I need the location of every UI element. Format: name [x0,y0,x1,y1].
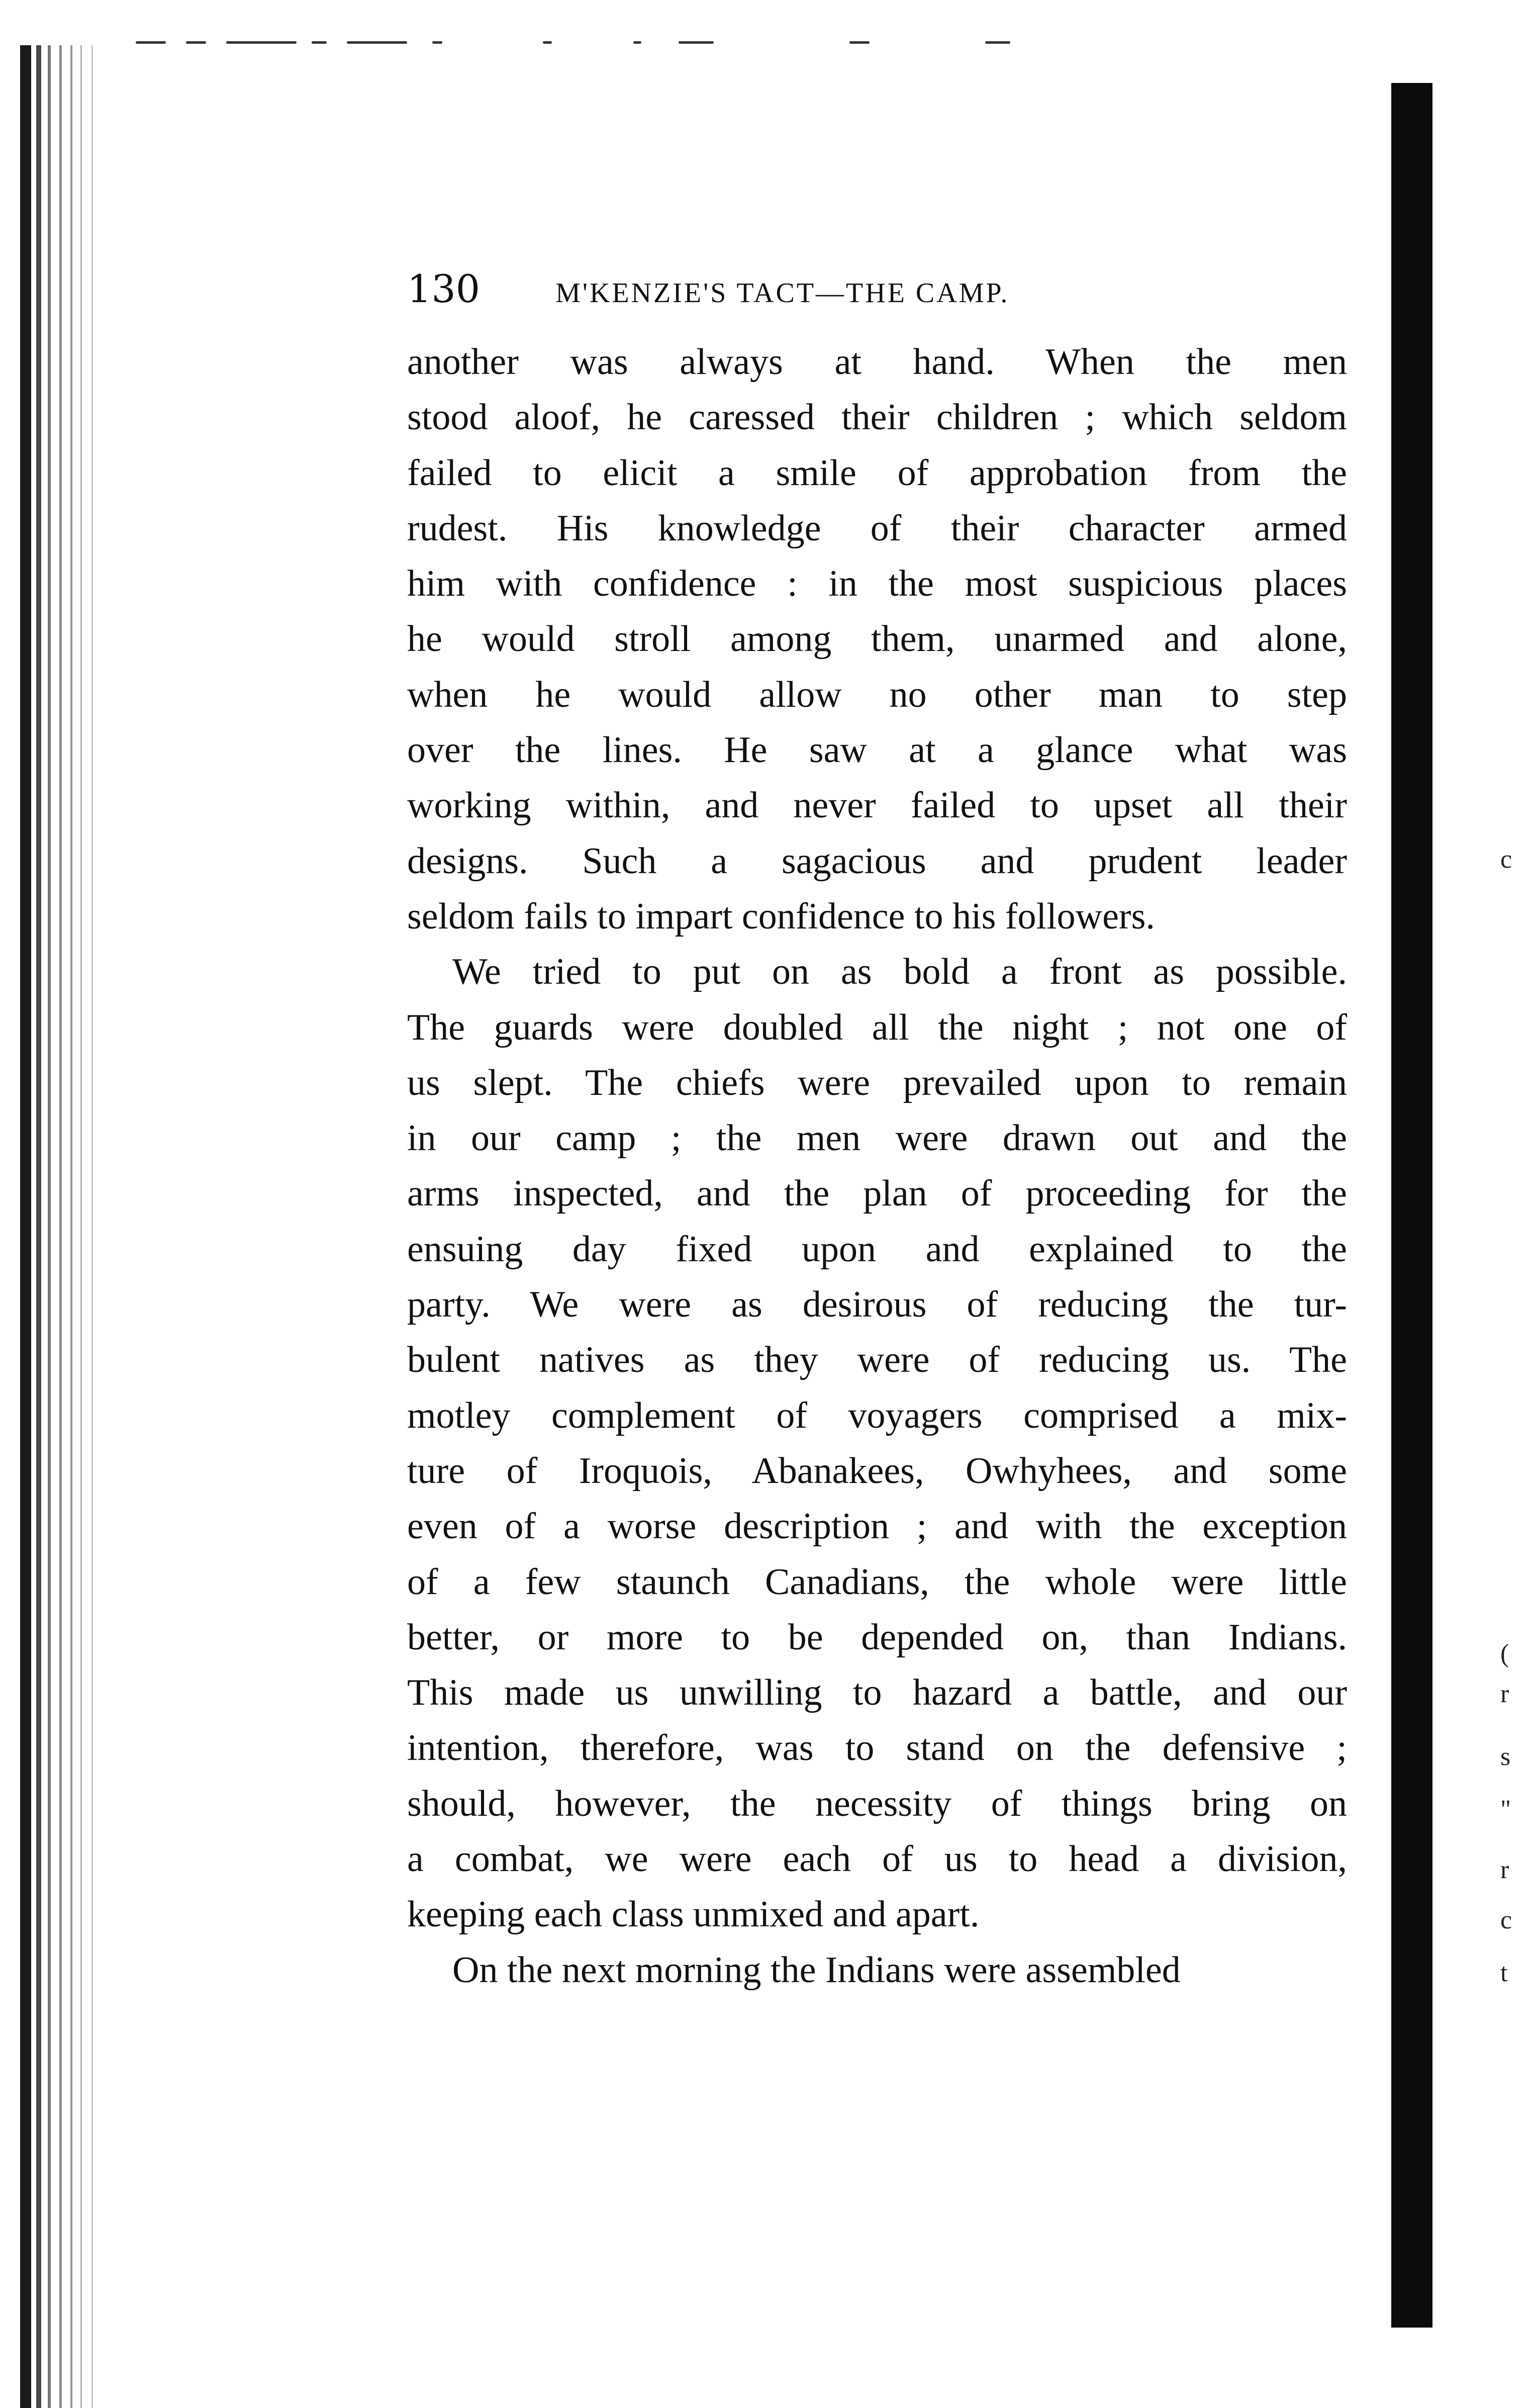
paragraph-1 [407,334,1347,944]
text-line: he would stroll among them, unarmed and alone, [407,618,1347,660]
text-line: arms inspected, and the plan of proceeding for the [407,1173,1347,1215]
margin-mark: s [1500,1742,1511,1771]
margin-mark: " [1500,1795,1511,1824]
text-line: us slept. The chiefs were prevailed upon to remain [407,1062,1347,1103]
text-line: stood aloof, he caressed their children ; which seldom [407,397,1347,438]
margin-mark: t [1500,1959,1508,1987]
text-line: The guards were doubled all the night ; not one of [407,1006,1347,1048]
running-head-title: M'KENZIE'S TACT—THE CAMP. [555,277,1010,309]
text-line: ensuing day fixed upon and explained to the [407,1228,1347,1270]
text-line: On the next morning the Indians were assembled [452,1949,1181,1991]
text-line: rudest. His knowledge of their character armed [407,507,1347,549]
page-number: 130 [407,266,481,311]
margin-mark: c [1500,845,1512,874]
margin-mark: ( [1500,1639,1509,1668]
text-line: seldom fails to impart confidence to his followers. [407,895,1155,937]
text-line: of a few staunch Canadians, the whole were little [407,1561,1347,1603]
text-line: in our camp ; the men were drawn out and the [407,1118,1347,1159]
text-line: better, or more to be depended on, than Indians. [407,1616,1347,1658]
running-header [407,266,1352,312]
margin-mark: c [1500,1906,1512,1934]
text-line: him with confidence : in the most suspicious places [407,563,1347,605]
text-line: We tried to put on as bold a front as possible. [452,951,1347,993]
text-line: working within, and never failed to upset all their [407,785,1347,826]
text-line: when he would allow no other man to step [407,674,1347,715]
text-line: bulent natives as they were of reducing us. The [407,1339,1347,1381]
adjacent-page-margin [1500,0,1530,2408]
binding-gutter [0,45,106,2408]
text-line: over the lines. He saw at a glance what was [407,729,1347,771]
text-line: should, however, the necessity of things bring on [407,1783,1347,1824]
text-line: another was always at hand. When the men [407,341,1347,383]
text-line: even of a worse description ; and with the exception [407,1506,1347,1547]
text-line: motley complement of voyagers comprised a mix- [407,1395,1347,1436]
text-line: keeping each class unmixed and apart. [407,1894,980,1935]
page-edge-shadow [1391,83,1432,2328]
paragraph-2 [407,944,1347,1942]
scan-noise-top [131,41,1010,48]
text-line: party. We were as desirous of reducing the tur- [407,1284,1347,1326]
text-line: This made us unwilling to hazard a battle, and our [407,1672,1347,1714]
margin-mark: r [1500,1856,1509,1884]
text-line: intention, therefore, was to stand on the defensive ; [407,1727,1347,1769]
text-line: designs. Such a sagacious and prudent leader [407,840,1347,882]
body-text [407,334,1347,1998]
margin-mark: r [1500,1680,1509,1708]
text-line: a combat, we were each of us to head a division, [407,1838,1347,1880]
paragraph-3 [407,1942,1347,1998]
text-line: ture of Iroquois, Abanakees, Owhyhees, and some [407,1450,1347,1492]
text-line: failed to elicit a smile of approbation from the [407,452,1347,494]
